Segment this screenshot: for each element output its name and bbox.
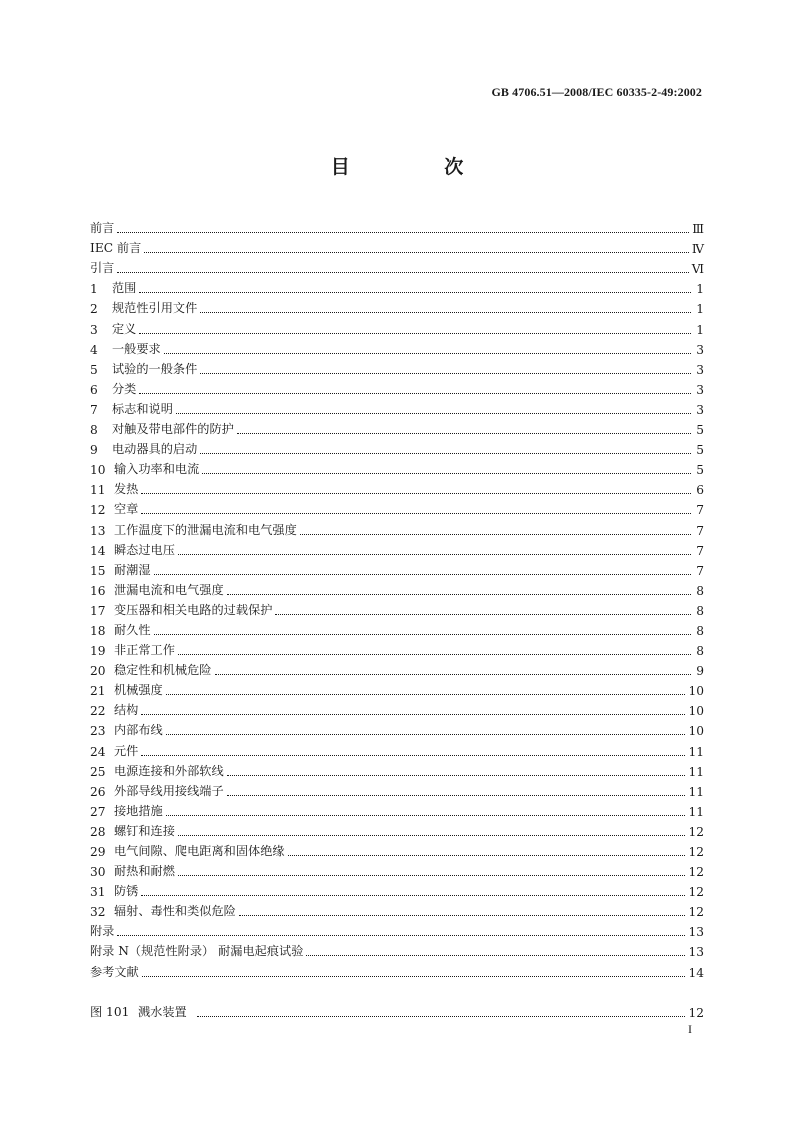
toc-entry-page-number: 13 bbox=[688, 945, 704, 960]
dot-leader bbox=[144, 242, 689, 253]
toc-entry-number: 11 bbox=[90, 483, 106, 498]
dot-leader bbox=[117, 925, 685, 936]
toc-entry-number: 5 bbox=[90, 362, 98, 377]
toc-entry[interactable] bbox=[90, 919, 704, 939]
toc-entry-label: 变压器和相关电路的过载保护 bbox=[114, 602, 273, 617]
toc-entry-page-number: 12 bbox=[688, 885, 704, 900]
toc-entry-label: 对触及带电部件的防护 bbox=[112, 422, 234, 437]
toc-entry-number: 26 bbox=[90, 784, 106, 799]
dot-leader bbox=[166, 684, 686, 695]
toc-entry-page-number: 12 bbox=[688, 845, 704, 859]
dot-leader bbox=[237, 423, 691, 434]
toc-entry[interactable] bbox=[90, 558, 704, 578]
toc-entry-label: 耐久性 bbox=[114, 622, 151, 637]
toc-entry-page-number: 8 bbox=[696, 583, 704, 598]
dot-leader bbox=[239, 905, 686, 916]
toc-entry-number: 1 bbox=[90, 282, 98, 297]
dot-leader bbox=[288, 845, 686, 856]
dot-leader bbox=[227, 584, 691, 595]
toc-entry-page-number: 7 bbox=[696, 523, 704, 538]
toc-entry-page-number: 11 bbox=[688, 804, 704, 819]
toc-entry-label: 分类 bbox=[112, 381, 137, 396]
toc-entry-label: 定义 bbox=[112, 321, 137, 336]
toc-entry-label: 范围 bbox=[112, 281, 137, 296]
toc-entry-page-number: 1 bbox=[696, 282, 704, 297]
toc-entry-number: 7 bbox=[90, 402, 98, 417]
toc-entry-number: 19 bbox=[90, 644, 106, 659]
toc-entry-page-number: 9 bbox=[696, 664, 704, 679]
toc-entry-number: 23 bbox=[90, 724, 106, 739]
toc-entry-page-number: 10 bbox=[688, 684, 704, 699]
toc-entry-page-number: 11 bbox=[688, 764, 704, 779]
toc-entry[interactable] bbox=[90, 839, 704, 859]
toc-entry-page-number: 11 bbox=[688, 784, 704, 799]
toc-entry-page-number: 10 bbox=[688, 724, 704, 739]
dot-leader bbox=[178, 544, 691, 555]
toc-entry[interactable] bbox=[90, 598, 704, 618]
toc-entry-label: 前言 bbox=[90, 221, 115, 236]
toc-entry-label: 稳定性和机械危险 bbox=[114, 663, 212, 678]
dot-leader bbox=[141, 483, 691, 494]
toc-entry-page-number: 3 bbox=[696, 402, 704, 417]
dot-leader bbox=[176, 403, 691, 414]
toc-entry[interactable] bbox=[90, 779, 704, 799]
toc-entry-page-number: 8 bbox=[696, 644, 704, 659]
dot-leader bbox=[117, 222, 689, 233]
toc-entry-label: 电气间隙、爬电距离和固体绝缘 bbox=[114, 844, 285, 858]
toc-entry[interactable] bbox=[90, 939, 704, 959]
toc-entry-number: 18 bbox=[90, 623, 106, 638]
toc-entry-number: 4 bbox=[90, 342, 98, 357]
toc-entry-label: 一般要求 bbox=[112, 341, 161, 356]
toc-entry-page-number: 1 bbox=[696, 302, 704, 317]
toc-entry-page-number: 3 bbox=[696, 382, 704, 397]
dot-leader bbox=[139, 383, 691, 394]
toc-entry-page-number: 5 bbox=[696, 463, 704, 478]
dot-leader bbox=[275, 604, 691, 615]
toc-entry-label: 空章 bbox=[114, 502, 139, 517]
toc-entry-number: 28 bbox=[90, 824, 106, 839]
toc-entry-number: 2 bbox=[90, 302, 98, 317]
toc-entry[interactable] bbox=[90, 357, 704, 377]
toc-entry-label: 规范性引用文件 bbox=[112, 301, 198, 316]
toc-entry-number: 13 bbox=[90, 523, 106, 538]
toc-entry-label: 电源连接和外部软线 bbox=[114, 763, 224, 778]
toc-entry[interactable] bbox=[90, 718, 704, 738]
toc-entry-label: 工作温度下的泄漏电流和电气强度 bbox=[114, 522, 297, 537]
toc-entry-page-number: 14 bbox=[688, 965, 704, 980]
toc-entry[interactable] bbox=[90, 236, 704, 256]
dot-leader bbox=[178, 865, 686, 876]
toc-entry-number: 9 bbox=[90, 443, 98, 458]
toc-entry[interactable] bbox=[90, 879, 704, 899]
toc-entry-label: 外部导线用接线端子 bbox=[114, 783, 224, 798]
figure-number: 图 101 bbox=[90, 1005, 130, 1019]
toc-entry-page-number: 8 bbox=[696, 623, 704, 638]
toc-entry-number: 31 bbox=[90, 885, 106, 900]
toc-entry-page-number: 3 bbox=[696, 362, 704, 377]
toc-entry-page-number: 10 bbox=[688, 704, 704, 719]
dot-leader bbox=[200, 443, 691, 454]
toc-entry[interactable] bbox=[90, 799, 704, 819]
toc-entry-number: 32 bbox=[90, 905, 106, 920]
toc-entry-label: 泄漏电流和电气强度 bbox=[114, 582, 224, 597]
dot-leader bbox=[142, 966, 686, 977]
toc-entry[interactable] bbox=[90, 337, 704, 357]
toc-entry-number: 30 bbox=[90, 865, 106, 880]
dot-leader bbox=[139, 282, 691, 293]
toc-entry-page-number: 5 bbox=[696, 423, 704, 438]
toc-entry-page-number: 7 bbox=[696, 563, 704, 578]
toc-entry-label: 非正常工作 bbox=[114, 643, 175, 658]
dot-leader bbox=[197, 1006, 686, 1017]
toc-entry[interactable] bbox=[90, 959, 704, 979]
figure-label: 溅水装置 bbox=[138, 1005, 187, 1019]
toc-entry-page-number: 12 bbox=[688, 824, 704, 839]
page-number: I bbox=[688, 1022, 692, 1036]
toc-entry-page-number: 5 bbox=[696, 443, 704, 458]
toc-entry-label: 参考文献 bbox=[90, 964, 139, 979]
toc-entry-number: 20 bbox=[90, 664, 106, 679]
toc-entry-label: 接地措施 bbox=[114, 803, 163, 818]
toc-entry-label: 机械强度 bbox=[114, 683, 163, 698]
dot-leader bbox=[227, 765, 686, 776]
page-title: 目 次 bbox=[330, 156, 508, 178]
toc-entry-number: 22 bbox=[90, 704, 106, 719]
toc-entry[interactable] bbox=[90, 296, 704, 316]
dot-leader bbox=[141, 745, 685, 756]
toc-entry[interactable] bbox=[90, 397, 704, 417]
toc-entry[interactable] bbox=[90, 457, 704, 477]
toc-entry-page-number: Ⅲ bbox=[692, 222, 704, 237]
toc-entry[interactable] bbox=[90, 216, 704, 236]
toc-entry-label: 标志和说明 bbox=[112, 401, 173, 416]
dot-leader bbox=[202, 463, 691, 474]
toc-entry-label: 瞬态过电压 bbox=[114, 542, 175, 557]
dot-leader bbox=[141, 503, 691, 514]
toc-entry-number: 3 bbox=[90, 322, 98, 337]
dot-leader bbox=[154, 624, 691, 635]
toc-entry-number: 8 bbox=[90, 423, 98, 438]
toc-entry-label: 输入功率和电流 bbox=[114, 462, 200, 477]
dot-leader bbox=[215, 664, 692, 675]
toc-entry[interactable] bbox=[90, 899, 704, 919]
toc-entry[interactable] bbox=[90, 477, 704, 497]
toc-entry-label: 耐潮湿 bbox=[114, 562, 151, 577]
toc-entry-number: 14 bbox=[90, 543, 106, 558]
dot-leader bbox=[117, 262, 688, 273]
toc-entry-label: 试验的一般条件 bbox=[112, 361, 198, 376]
toc-entry-number: 12 bbox=[90, 503, 106, 518]
dot-leader bbox=[141, 885, 685, 896]
toc-entry-label: 防锈 bbox=[114, 884, 139, 899]
toc-entry-page-number: 7 bbox=[696, 503, 704, 518]
toc-entry[interactable] bbox=[90, 819, 704, 839]
toc-entry-label: 附录 N（规范性附录） 耐漏电起痕试验 bbox=[90, 944, 304, 959]
dot-leader bbox=[178, 644, 691, 655]
dot-leader bbox=[200, 302, 691, 313]
toc-entry[interactable] bbox=[90, 538, 704, 558]
toc-entry-page-number: Ⅵ bbox=[691, 262, 704, 277]
toc-entry-label: 元件 bbox=[114, 743, 139, 758]
dot-leader bbox=[227, 785, 686, 796]
toc-entry-number: 24 bbox=[90, 744, 106, 759]
dot-leader bbox=[300, 524, 691, 535]
toc-entry[interactable] bbox=[90, 316, 704, 336]
toc-entry-page-number: 13 bbox=[688, 925, 704, 940]
toc-entry-number: 16 bbox=[90, 583, 106, 598]
dot-leader bbox=[200, 363, 691, 374]
toc-entry-number: 29 bbox=[90, 845, 106, 859]
toc-entry-page-number: 12 bbox=[688, 905, 704, 920]
toc-entry-number: 21 bbox=[90, 684, 106, 699]
toc-entry-page-number: 11 bbox=[688, 744, 704, 759]
dot-leader bbox=[139, 323, 691, 334]
dot-leader bbox=[306, 945, 685, 956]
toc-entry-label: 耐热和耐燃 bbox=[114, 864, 175, 879]
toc-entry[interactable] bbox=[90, 377, 704, 397]
toc-entry-number: 15 bbox=[90, 563, 106, 578]
toc-entry-page-number: Ⅳ bbox=[691, 242, 704, 257]
toc-entry[interactable] bbox=[90, 698, 704, 718]
toc-entry[interactable] bbox=[90, 437, 704, 457]
table-of-contents bbox=[90, 216, 704, 980]
dot-leader bbox=[164, 343, 691, 354]
toc-entry-number: 10 bbox=[90, 463, 106, 478]
toc-entry[interactable] bbox=[90, 578, 704, 598]
toc-entry[interactable] bbox=[90, 738, 704, 758]
toc-entry-label: 引言 bbox=[90, 261, 115, 276]
toc-entry[interactable] bbox=[90, 417, 704, 437]
figure-list-item[interactable] bbox=[90, 1000, 704, 1020]
toc-entry[interactable] bbox=[90, 678, 704, 698]
toc-entry[interactable] bbox=[90, 497, 704, 517]
toc-entry[interactable] bbox=[90, 638, 704, 658]
toc-entry-page-number: 12 bbox=[688, 865, 704, 880]
toc-entry[interactable] bbox=[90, 759, 704, 779]
dot-leader bbox=[166, 724, 686, 735]
dot-leader bbox=[154, 564, 691, 575]
toc-entry-page-number: 7 bbox=[696, 543, 704, 558]
toc-entry-label: 电动器具的启动 bbox=[112, 442, 198, 457]
toc-entry[interactable] bbox=[90, 658, 704, 678]
toc-entry-label: IEC 前言 bbox=[90, 241, 142, 256]
toc-entry-label: 附录 bbox=[90, 924, 115, 939]
toc-entry-page-number: 8 bbox=[696, 603, 704, 618]
toc-entry-label: 内部布线 bbox=[114, 723, 163, 738]
toc-entry-label: 结构 bbox=[114, 703, 139, 718]
toc-entry-page-number: 6 bbox=[696, 483, 704, 498]
toc-entry[interactable] bbox=[90, 618, 704, 638]
toc-entry-page-number: 1 bbox=[696, 322, 704, 337]
dot-leader bbox=[141, 704, 685, 715]
dot-leader bbox=[166, 805, 686, 816]
toc-entry-number: 6 bbox=[90, 382, 98, 397]
toc-entry-page-number: 3 bbox=[696, 342, 704, 357]
toc-entry[interactable] bbox=[90, 256, 704, 276]
toc-entry[interactable] bbox=[90, 517, 704, 537]
figure-page-number: 12 bbox=[688, 1006, 704, 1020]
toc-entry[interactable] bbox=[90, 859, 704, 879]
toc-entry-label: 发热 bbox=[114, 482, 139, 497]
toc-entry-number: 25 bbox=[90, 764, 106, 779]
toc-entry-label: 辐射、毒性和类似危险 bbox=[114, 904, 236, 919]
dot-leader bbox=[178, 825, 686, 836]
toc-entry-number: 27 bbox=[90, 804, 106, 819]
toc-entry[interactable] bbox=[90, 276, 704, 296]
toc-entry-label: 螺钉和连接 bbox=[114, 823, 175, 838]
standard-code: GB 4706.51—2008/IEC 60335-2-49:2002 bbox=[491, 85, 702, 99]
toc-entry-number: 17 bbox=[90, 603, 106, 618]
